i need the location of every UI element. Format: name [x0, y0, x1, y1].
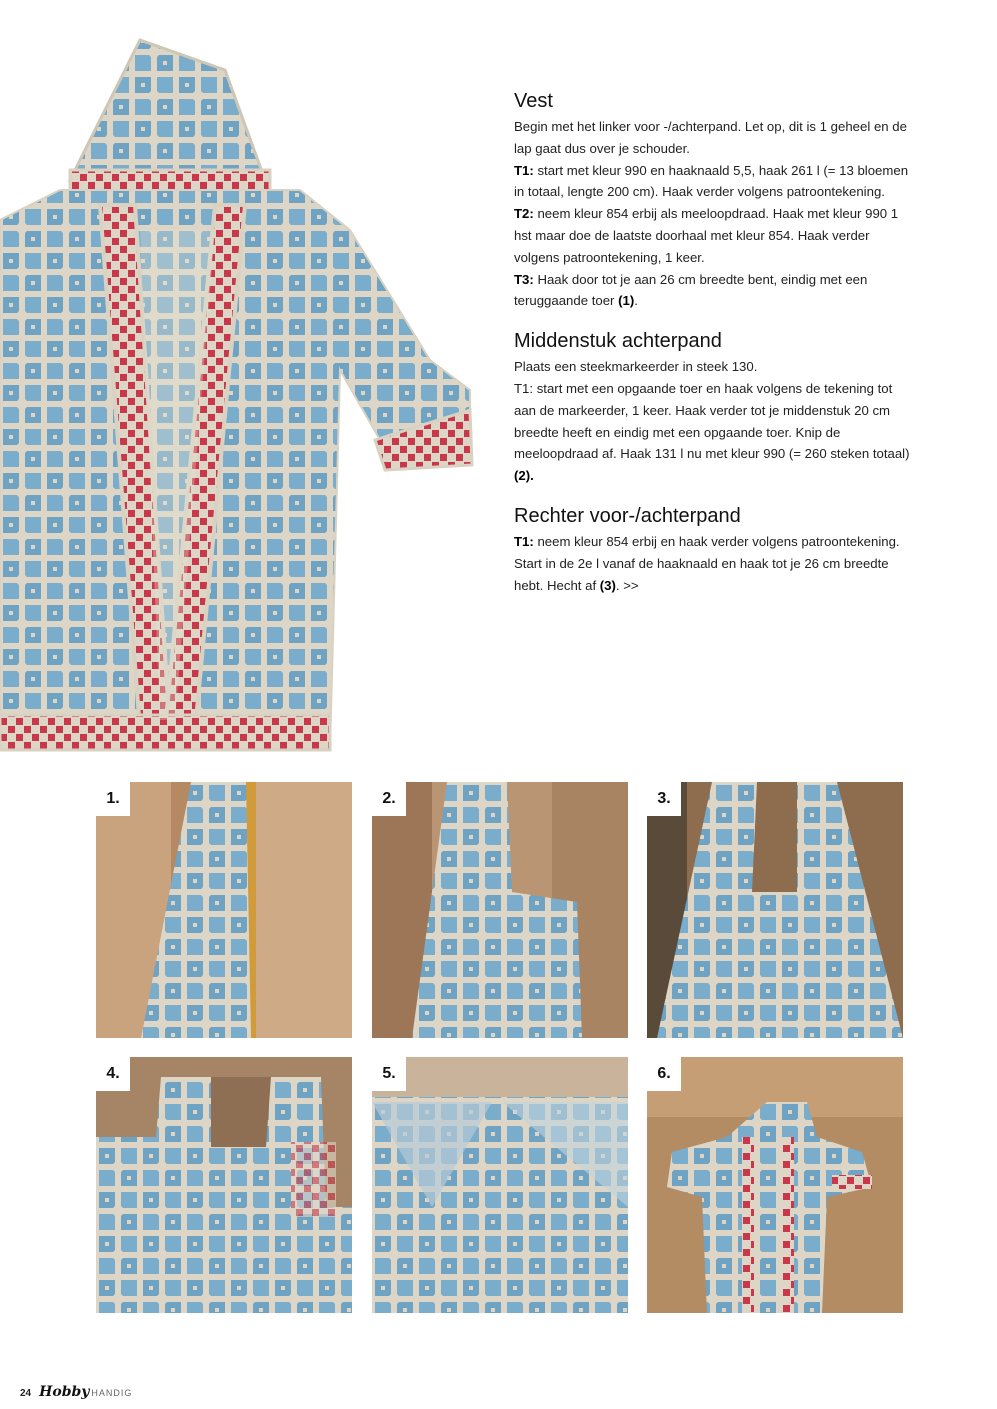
step-number: 2. [372, 782, 406, 816]
instruction-label: (3) [599, 577, 616, 593]
instruction-line [514, 163, 908, 200]
instruction-label: T2: [514, 206, 534, 222]
section-title: Middenstuk achterpand [514, 330, 722, 353]
step-number: 4. [96, 1057, 130, 1091]
instruction-text: . [634, 293, 638, 309]
instruction-line [514, 119, 907, 156]
step-photo-1 [96, 782, 352, 1038]
instruction-text: start met kleur 990 en haaknaald 5,5, haak 261 l (= 13 bloemen in totaal, lengte 200 cm). Haak verder volgens patroontekening. [514, 162, 909, 200]
section-title: Rechter voor-/achterpand [514, 504, 741, 527]
instruction-label: (2). [514, 468, 534, 484]
section [514, 330, 914, 487]
step-photo-2 [372, 782, 628, 1038]
instruction-label: T3: [514, 271, 534, 287]
instruction-text: Plaats een steekmarkeerder in steek 130. [514, 359, 758, 375]
instruction-line [514, 359, 757, 374]
instruction-line [514, 272, 867, 309]
step-number: 3. [647, 782, 681, 816]
instruction-text: Haak door tot je aan 26 cm breedte bent, eindig met een teruggaande toer [514, 271, 868, 309]
page-footer [20, 1384, 132, 1400]
step-number: 1. [96, 782, 130, 816]
instructions-column [514, 90, 914, 614]
instruction-line [514, 381, 910, 483]
hero-cardigan-photo [0, 30, 480, 760]
section-body [514, 116, 914, 312]
section [514, 505, 914, 596]
instruction-line [514, 534, 900, 593]
section-body [514, 531, 914, 596]
section-title: Vest [514, 90, 553, 112]
section-body [514, 356, 914, 487]
instruction-text: Begin met het linker voor -/achterpand. Let op, dit is 1 geheel en de lap gaat dus over je schouder. [514, 119, 907, 156]
step-photo-5 [372, 1057, 628, 1313]
instruction-label: T1: [514, 162, 534, 178]
page-number: 24 [20, 1388, 32, 1399]
instruction-label: T1: [514, 533, 534, 549]
instruction-label: (1) [618, 293, 635, 309]
instruction-line [514, 206, 898, 265]
instruction-text: neem kleur 854 erbij als meeloopdraad. Haak met kleur 990 1 hst maar doe de laatste doorhaal met kleur 854. Haak verder volgens patroontekening, 1 keer. [514, 206, 899, 265]
step-number: 5. [372, 1057, 406, 1091]
brand-logo: Hobby [39, 1384, 90, 1400]
step-photo-3 [647, 782, 903, 1038]
instruction-text: . >> [615, 577, 639, 593]
brand-suffix: HANDIG [91, 1388, 133, 1398]
instruction-text: T1: start met een opgaande toer en haak volgens de tekening tot aan de markeerder, 1 keer. Haak verder tot je middenstuk 20 cm breedte heeft en eindig met een opgaande toer. Knip de meeloopdraad af. Haak 131 l nu met kleur 990 (= 260 steken totaal) [514, 380, 910, 462]
step-photo-4 [96, 1057, 352, 1313]
step-photo-6 [647, 1057, 903, 1313]
step-number: 6. [647, 1057, 681, 1091]
instruction-text: neem kleur 854 erbij en haak verder volgens patroontekening. Start in de 2e l vanaf de haaknaald en haak tot je 26 cm breedte hebt. Hecht af [514, 533, 900, 593]
section [514, 90, 914, 312]
